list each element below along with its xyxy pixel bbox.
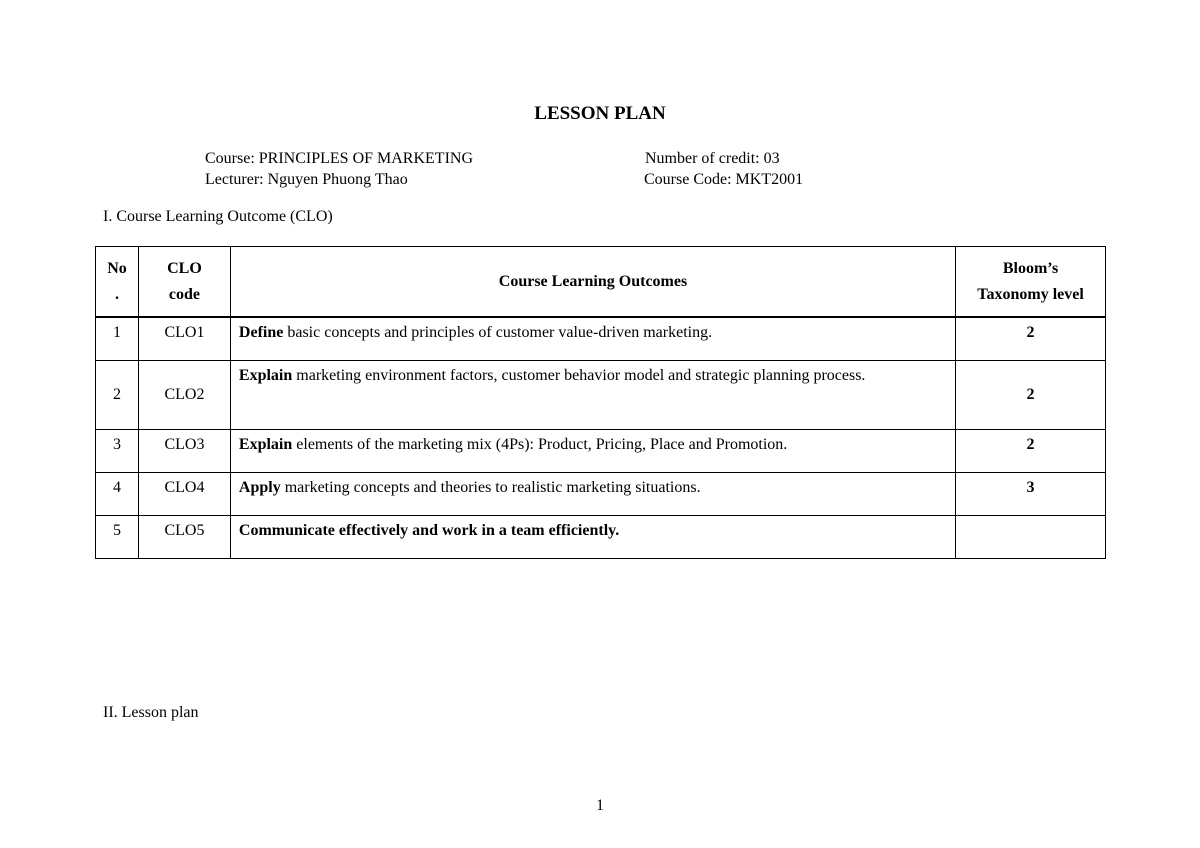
row-no: 5 [96,516,139,559]
header-clo-line1: CLO [167,259,202,277]
header-bloom-line1: Bloom’s [1002,259,1059,277]
row-outcome [230,317,955,361]
course-code: Course Code: MKT2001 [644,171,804,188]
row-clo-code: CLO4 [138,473,230,516]
header-bloom-level [956,247,1106,318]
clo-table [95,246,1106,559]
table-row [96,361,1106,430]
row-bloom-level: 2 [956,317,1106,361]
row-outcome [230,473,955,516]
outcome-verb: Apply [238,479,281,496]
row-clo-code: CLO1 [138,317,230,361]
table-row [96,430,1106,473]
lecturer-name: Lecturer: Nguyen Phuong Thao [205,171,408,188]
row-bloom-level [956,516,1106,559]
row-clo-code: CLO5 [138,516,230,559]
header-clo-line2: code [168,285,200,303]
row-no: 4 [96,473,139,516]
table-row [96,317,1106,361]
row-clo-code: CLO3 [138,430,230,473]
section-heading-clo: I. Course Learning Outcome (CLO) [103,208,333,225]
outcome-text: marketing environment factors, customer behavior model and strategic planning process. [292,367,866,384]
outcome-text: marketing concepts and theories to realistic marketing situations. [280,479,701,496]
row-outcome [230,361,955,430]
outcome-verb: Explain [238,436,293,453]
row-clo-code: CLO2 [138,361,230,430]
document-title: LESSON PLAN [534,103,666,124]
row-no: 2 [96,361,139,430]
page-number: 1 [596,797,604,814]
header-outcomes: Course Learning Outcomes [230,247,955,318]
row-bloom-level: 2 [956,430,1106,473]
credit-count: Number of credit: 03 [645,150,780,167]
row-outcome [230,516,955,559]
table-row [96,516,1106,559]
header-no [96,247,139,318]
table-row [96,473,1106,516]
table-header-row [96,247,1106,318]
outcome-verb: Explain [238,367,293,384]
outcome-verb: Define [238,324,284,341]
outcome-text: basic concepts and principles of customer value-driven marketing. [283,324,713,341]
header-no-line1: No [107,259,127,277]
outcome-text: Communicate effectively and work in a team efficiently. [238,522,620,539]
row-no: 1 [96,317,139,361]
row-outcome [230,430,955,473]
header-no-line2: . [114,285,119,303]
course-name: Course: PRINCIPLES OF MARKETING [205,150,474,167]
header-bloom-line2: Taxonomy level [977,285,1084,303]
row-bloom-level: 2 [956,361,1106,430]
row-bloom-level: 3 [956,473,1106,516]
row-no: 3 [96,430,139,473]
header-clo-code [138,247,230,318]
section-heading-lesson-plan: II. Lesson plan [103,704,199,721]
outcome-text: elements of the marketing mix (4Ps): Product, Pricing, Place and Promotion. [292,436,788,453]
